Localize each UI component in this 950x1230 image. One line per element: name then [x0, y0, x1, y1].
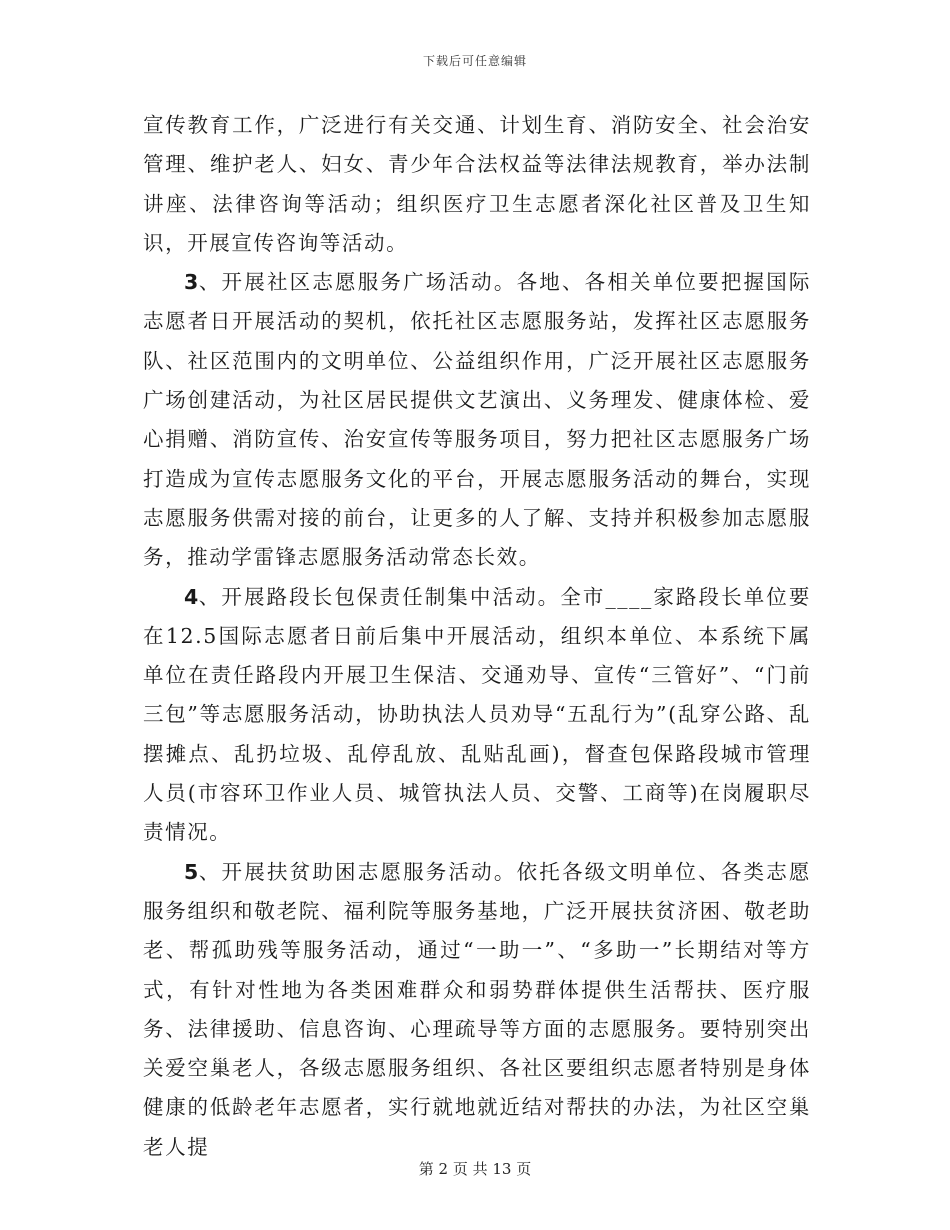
paragraph-text: 宣传教育工作，广泛进行有关交通、计划生育、消防安全、社会治安管理、维护老人、妇女、青少年合法权益等法律法规教育，举办法制讲座、法律咨询等活动；组织医疗卫生志愿者深化社区普及卫生知识，开展宣传咨询等活动。: [143, 113, 811, 255]
item-number: 3: [184, 270, 199, 295]
item-number: 4: [184, 584, 199, 609]
page-footer: 第 2 页 共 13 页: [418, 1160, 532, 1178]
item-number: 5: [184, 859, 199, 884]
paragraph-item-5: [143, 853, 811, 1167]
paragraph-text: 、开展路段长包保责任制集中活动。全市____家路段长单位要在12.5国际志愿者日前后集中开展活动，组织本单位、本系统下属单位在责任路段内开展卫生保洁、交通劝导、宣传“三管好”、“门前三包”等志愿服务活动，协助执法人员劝导“五乱行为”(乱穿公路、乱摆摊点、乱扔垃圾、乱停乱放、乱贴乱画)，督查包保路段城市管理人员(市容环卫作业人员、城管执法人员、交警、工商等)在岗履职尽责情况。: [143, 584, 811, 845]
document-body: [143, 106, 811, 1167]
paragraph-item-3: [143, 263, 811, 577]
paragraph-text: 、开展社区志愿服务广场活动。各地、各相关单位要把握国际志愿者日开展活动的契机，依托社区志愿服务站，发挥社区志愿服务队、社区范围内的文明单位、公益组织作用，广泛开展社区志愿服务广场创建活动，为社区居民提供文艺演出、义务理发、健康体检、爱心捐赠、消防宣传、治安宣传等服务项目，努力把社区志愿服务广场打造成为宣传志愿服务文化的平台，开展志愿服务活动的舞台，实现志愿服务供需对接的前台，让更多的人了解、支持并积极参加志愿服务，推动学雷锋志愿服务活动常态长效。: [143, 270, 811, 570]
paragraph-item-4: [143, 578, 811, 853]
paragraph-text: 、开展扶贫助困志愿服务活动。依托各级文明单位、各类志愿服务组织和敬老院、福利院等服务基地，广泛开展扶贫济困、敬老助老、帮孤助残等服务活动，通过“一助一”、“多助一”长期结对等方式，有针对性地为各类困难群众和弱势群体提供生活帮扶、医疗服务、法律援助、信息咨询、心理疏导等方面的志愿服务。要特别突出关爱空巢老人，各级志愿服务组织、各社区要组织志愿者特别是身体健康的低龄老年志愿者，实行就地就近结对帮扶的办法，为社区空巢老人提: [143, 859, 811, 1159]
paragraph-continuation: [143, 106, 811, 263]
page-header: 下载后可任意编辑: [422, 54, 527, 68]
